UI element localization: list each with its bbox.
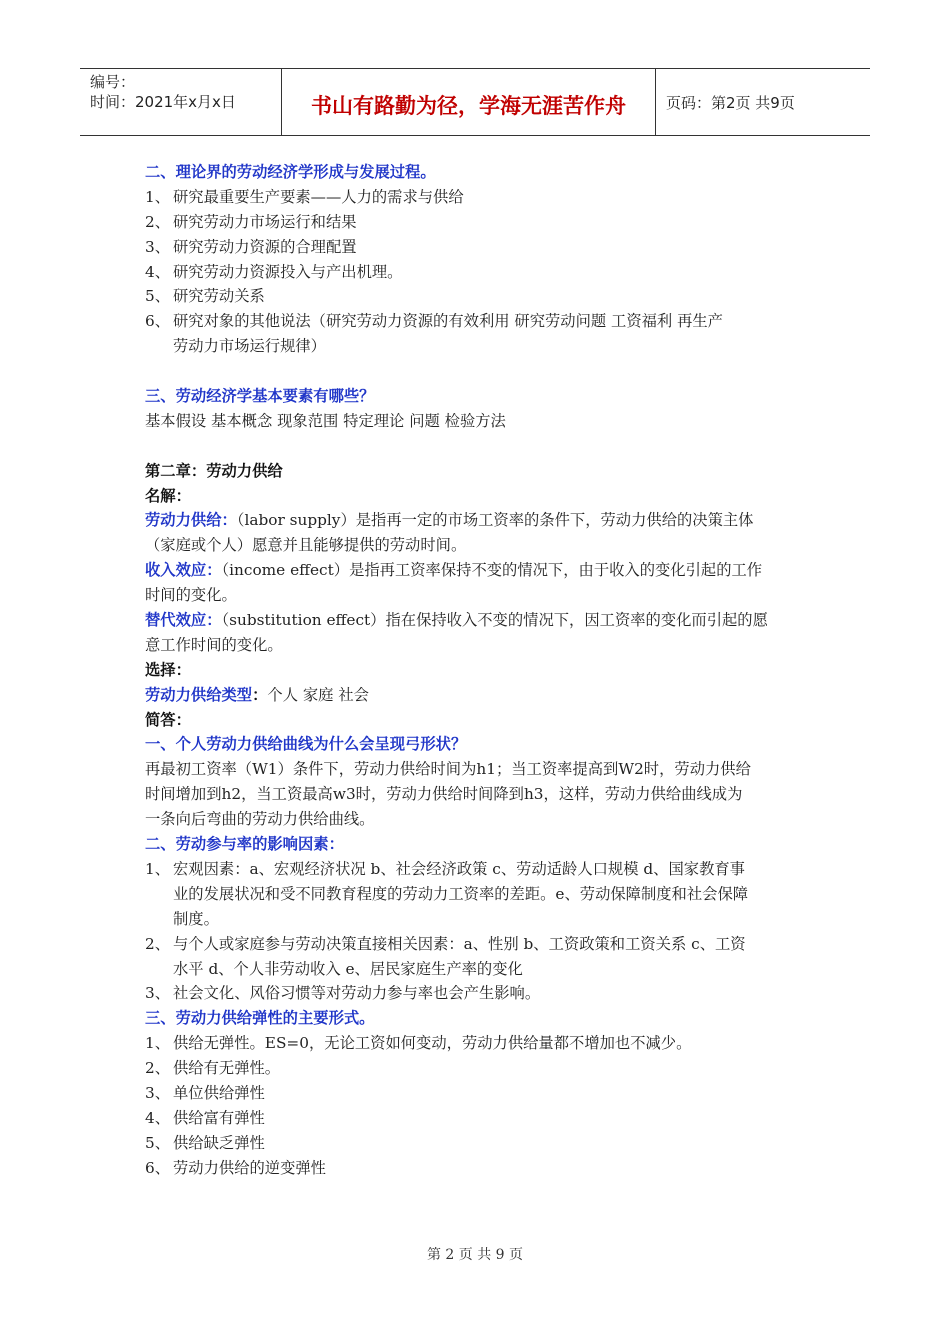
- list-item: 1、 宏观因素：a、宏观经济状况 b、社会经济政策 c、劳动适龄人口规模 d、国家教育事: [145, 859, 745, 878]
- definition-line: 劳动力供给：（labor supply）是指再一定的市场工资率的条件下，劳动力供给的决策主体: [145, 511, 754, 530]
- list-item: 2、 研究劳动力市场运行和结果: [145, 212, 357, 231]
- list-item-continuation: 业的发展状况和受不同教育程度的劳动力工资率的差距。e、劳动保障制度和社会保障: [173, 884, 749, 903]
- list-item: 5、 研究劳动关系: [145, 287, 265, 306]
- page-footer: 第 2 页 共 9 页: [426, 1247, 524, 1263]
- list-item: 6、 研究对象的其他说法（研究劳动力资源的有效利用 研究劳动问题 工资福利 再生产: [145, 312, 723, 331]
- definition-term: 替代效应：: [145, 611, 222, 630]
- list-item-continuation: 制度。: [173, 909, 219, 928]
- definition-term: 劳动力供给：: [145, 511, 237, 530]
- question-3-title: 三、劳动力供给弹性的主要形式。: [145, 1009, 375, 1028]
- document-body: [145, 160, 810, 1181]
- question-1-line: 再最初工资率（W1）条件下，劳动力供给时间为h1；当工资率提高到W2时，劳动力供给: [145, 760, 751, 779]
- header-serial: 编号：: [90, 73, 136, 91]
- definition-line: 意工作时间的变化。: [145, 635, 283, 654]
- question-1-title: 一、个人劳动力供给曲线为什么会呈现弓形状？: [145, 735, 467, 754]
- section-3-title: 三、劳动经济学基本要素有哪些？: [145, 387, 375, 406]
- page-header: [80, 68, 870, 136]
- list-item: 5、 供给缺乏弹性: [145, 1133, 265, 1152]
- list-item: 3、 社会文化、风俗习惯等对劳动力参与率也会产生影响。: [145, 984, 541, 1003]
- question-2-title: 二、劳动参与率的影响因素：: [145, 835, 344, 854]
- definitions-label: 名解：: [145, 486, 191, 505]
- list-item: 3、 研究劳动力资源的合理配置: [145, 237, 357, 256]
- list-item: 2、 供给有无弹性。: [145, 1059, 281, 1078]
- definition-line: （家庭或个人）愿意并且能够提供的劳动时间。: [145, 536, 467, 555]
- question-1-line: 一条向后弯曲的劳动力供给曲线。: [145, 810, 375, 829]
- header-page-info: 页码：第2页 共9页: [666, 93, 795, 112]
- header-motto: 书山有路勤为径，学海无涯苦作舟: [282, 69, 656, 135]
- definition-line: 收入效应：（income effect）是指再工资率保持不变的情况下，由于收入的变化引起的工作: [145, 561, 763, 580]
- short-answer-label: 简答：: [145, 710, 191, 729]
- choice-label: 选择：: [145, 660, 191, 679]
- list-item-continuation: 劳动力市场运行规律）: [173, 337, 326, 356]
- choice-term: 劳动力供给类型: [145, 685, 253, 704]
- section-2-title: 二、理论界的劳动经济学形成与发展过程。: [145, 163, 436, 181]
- list-item: 1、 研究最重要生产要素——人力的需求与供给: [145, 187, 464, 206]
- choice-line: 劳动力供给类型：个人 家庭 社会: [145, 685, 369, 704]
- list-item: 4、 供给富有弹性: [145, 1108, 265, 1127]
- definition-term: 收入效应：: [145, 561, 222, 580]
- question-1-line: 时间增加到h2，当工资最高w3时，劳动力供给时间降到h3，这样，劳动力供给曲线成为: [145, 785, 743, 804]
- list-item: 2、 与个人或家庭参与劳动决策直接相关因素：a、性别 b、工资政策和工资关系 c、工资: [145, 934, 746, 953]
- definition-line: 时间的变化。: [145, 586, 237, 605]
- header-time: 时间：2021年x月x日: [90, 93, 236, 111]
- list-item: 4、 研究劳动力资源投入与产出机理。: [145, 262, 403, 281]
- definition-line: 替代效应：（substitution effect）指在保持收入不变的情况下，因工资率的变化而引起的愿: [145, 611, 768, 630]
- section-3-text: 基本假设 基本概念 现象范围 特定理论 问题 检验方法: [145, 411, 506, 430]
- list-item-continuation: 水平 d、个人非劳动收入 e、居民家庭生产率的变化: [173, 959, 523, 978]
- chapter-title: 第二章：劳动力供给: [145, 461, 283, 480]
- list-item: 6、 劳动力供给的逆变弹性: [145, 1158, 326, 1177]
- list-item: 1、 供给无弹性。ES=0，无论工资如何变动，劳动力供给量都不增加也不减少。: [145, 1034, 692, 1053]
- header-left-cell: [80, 69, 282, 135]
- list-item: 3、 单位供给弹性: [145, 1083, 265, 1102]
